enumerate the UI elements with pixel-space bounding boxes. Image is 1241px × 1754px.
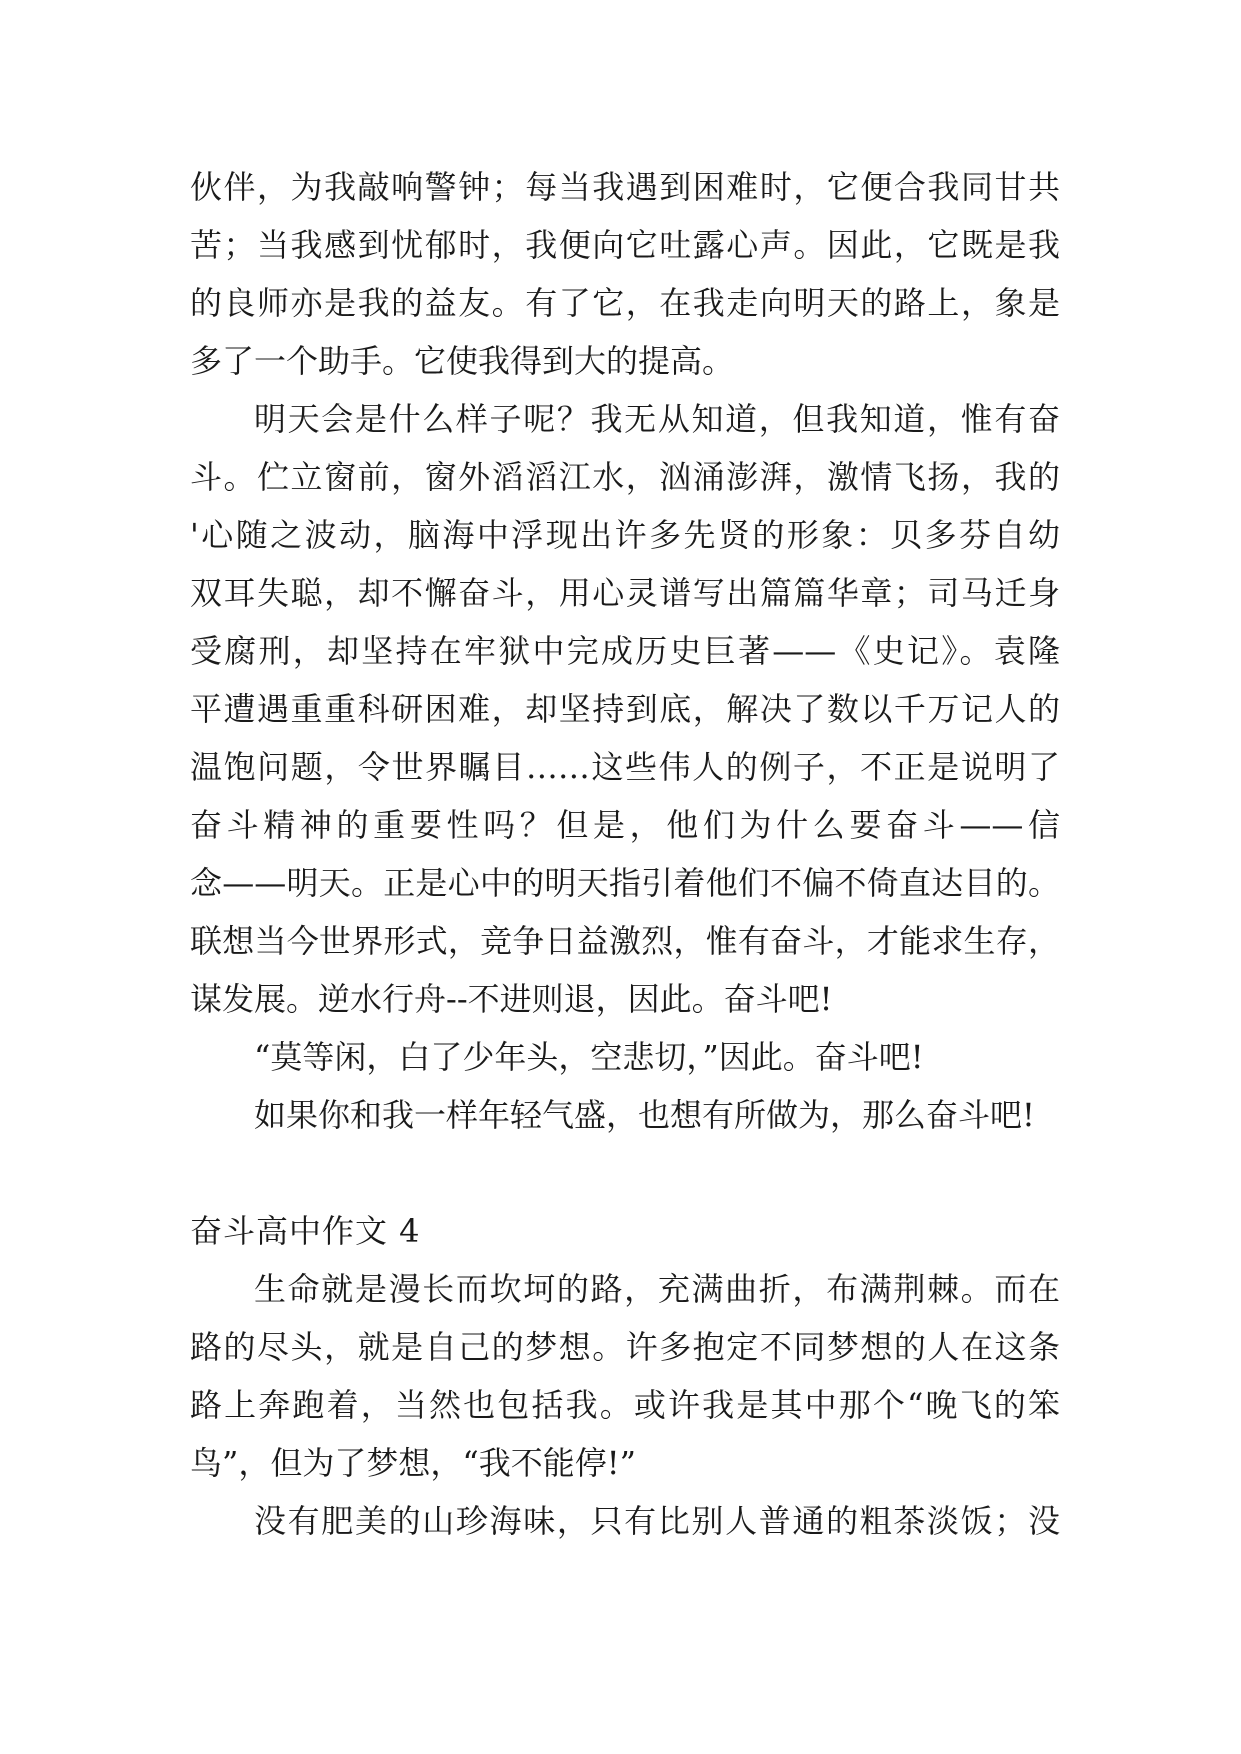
text-line: 苦；当我感到忧郁时，我便向它吐露心声。因此，它既是我 (190, 226, 1060, 264)
text-line: 多了一个助手。它使我得到大的提高。 (190, 342, 735, 380)
text-line: 联想当今世界形式，竞争日益激烈，惟有奋斗，才能求生存， (190, 922, 1060, 960)
text-line: 路的尽头，就是自己的梦想。许多抱定不同梦想的人在这条 (190, 1328, 1060, 1366)
text-line: 双耳失聪，却不懈奋斗，用心灵谱写出篇篇华章；司马迁身 (190, 574, 1060, 612)
text-line: 平遭遇重重科研困难，却坚持到底，解决了数以千万记人的 (190, 690, 1060, 728)
text-line: 温饱问题，令世界瞩目……这些伟人的例子，不正是说明了 (190, 748, 1060, 786)
paragraph-quote: “莫等闲，白了少年头，空悲切，”因此。奋斗吧! (254, 1038, 924, 1076)
text-line: '心随之波动，脑海中浮现出许多先贤的形象：贝多芬自幼 (190, 516, 1060, 554)
text-line: 路上奔跑着，当然也包括我。或许我是其中那个“晚飞的笨 (190, 1386, 1060, 1424)
section-title: 奋斗高中作文 4 (190, 1212, 421, 1250)
text-line: 鸟”，但为了梦想，“我不能停!” (190, 1444, 636, 1482)
text-line: 没有肥美的山珍海味，只有比别人普通的粗茶淡饭；没 (254, 1502, 1060, 1540)
paragraph-no-food (190, 1492, 1060, 1550)
paragraph-if: 如果你和我一样年轻气盛，也想有所做为，那么奋斗吧! (254, 1096, 1035, 1134)
text-line: 谋发展。逆水行舟--不进则退，因此。奋斗吧! (190, 980, 833, 1018)
section-spacer (190, 1144, 1060, 1202)
text-line: 伙伴，为我敲响警钟；每当我遇到困难时，它便合我同甘共 (190, 168, 1060, 206)
paragraph-life (190, 1260, 1060, 1492)
paragraph-tomorrow (190, 390, 1060, 1028)
text-line: 斗。伫立窗前，窗外滔滔江水，汹涌澎湃，激情飞扬，我的 (190, 458, 1060, 496)
text-line: 奋斗精神的重要性吗？但是，他们为什么要奋斗——信 (190, 806, 1060, 844)
paragraph-continued (190, 158, 1060, 390)
essay-body (190, 158, 1060, 1550)
text-line: 的良师亦是我的益友。有了它，在我走向明天的路上，象是 (190, 284, 1060, 322)
text-line: 受腐刑，却坚持在牢狱中完成历史巨著——《史记》。袁隆 (190, 632, 1060, 670)
text-line: 明天会是什么样子呢？我无从知道，但我知道，惟有奋 (254, 400, 1060, 438)
text-line: 生命就是漫长而坎坷的路，充满曲折，布满荆棘。而在 (254, 1270, 1060, 1308)
text-line: 念——明天。正是心中的明天指引着他们不偏不倚直达目的。 (190, 864, 1060, 902)
